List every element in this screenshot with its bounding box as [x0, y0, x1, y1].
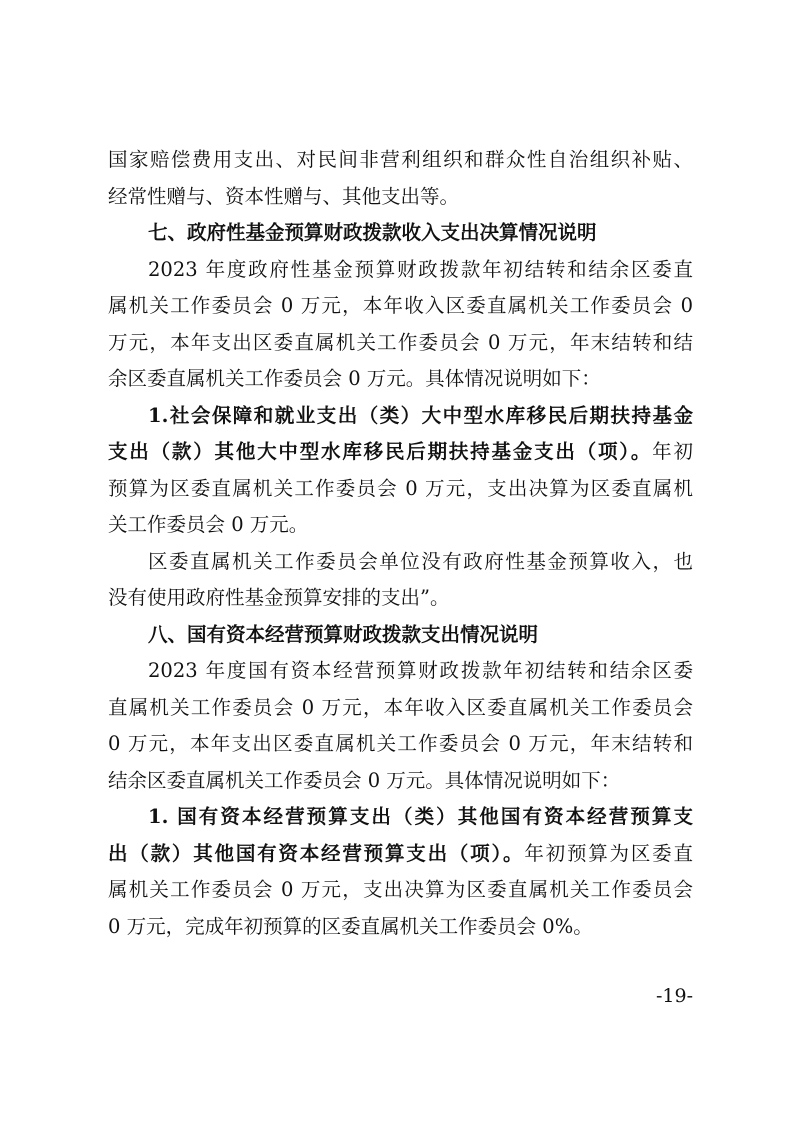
paragraph-line: 属机关工作委员会 0 万元，本年收入区委直属机关工作委员会 0	[108, 294, 693, 317]
paragraph-line: 结余区委直属机关工作委员会 0 万元。具体情况说明如下：	[108, 768, 621, 792]
paragraph-line: 万元，本年支出区委直属机关工作委员会 0 万元，年末结转和结	[108, 330, 693, 354]
paragraph-line: 国家赔偿费用支出、对民间非营利组织和群众性自治组织补贴、	[108, 148, 693, 171]
paragraph-line	[108, 398, 693, 435]
section-heading-7: 七、政府性基金预算财政拨款收入支出决算情况说明	[148, 221, 597, 244]
paragraph-line: 0 万元，完成年初预算的区委直属机关工作委员会 0%。	[108, 914, 593, 938]
paragraph-line: 没有使用政府性基金预算安排的支出”。	[108, 586, 450, 609]
paragraph-line: 余区委直属机关工作委员会 0 万元。具体情况说明如下：	[108, 367, 601, 390]
item-title: 支出（款）其他大中型水库移民后期扶持基金支出（项）。	[108, 440, 653, 463]
page-number: -19-	[655, 985, 693, 1007]
paragraph-line: 支出（款）其他大中型水库移民后期扶持基金支出（项）。年初	[108, 440, 693, 463]
paragraph-line	[108, 799, 693, 836]
paragraph-line: 预算为区委直属机关工作委员会 0 万元，支出决算为区委直属机	[108, 476, 693, 500]
paragraph-line: 2023 年度政府性基金预算财政拨款年初结转和结余区委直	[148, 257, 693, 281]
body-text	[108, 142, 693, 945]
paragraph-line: 属机关工作委员会 0 万元，支出决算为区委直属机关工作委员会	[108, 878, 693, 901]
paragraph-line: 关工作委员会 0 万元。	[108, 513, 309, 536]
paragraph-line: 区委直属机关工作委员会单位没有政府性基金预算收入，也	[148, 549, 693, 573]
paragraph-line: 出（款）其他国有资本经营预算支出（项）。年初预算为区委直	[108, 841, 693, 865]
paragraph-line: 0 万元，本年支出区委直属机关工作委员会 0 万元，年末结转和	[108, 732, 693, 755]
item-title: 1.社会保障和就业支出（类）大中型水库移民后期扶持基金	[148, 403, 693, 427]
paragraph-line: 直属机关工作委员会 0 万元，本年收入区委直属机关工作委员会	[108, 695, 693, 719]
item-title: 出（款）其他国有资本经营预算支出（项）。	[108, 841, 525, 865]
section-heading-8: 八、国有资本经营预算财政拨款支出情况说明	[148, 622, 539, 646]
paragraph-line: 经常性赠与、资本性赠与、其他支出等。	[108, 184, 460, 208]
paragraph-line: 2023 年度国有资本经营预算财政拨款年初结转和结余区委	[148, 659, 693, 682]
item-title: 1. 国有资本经营预算支出（类）其他国有资本经营预算支	[148, 805, 693, 828]
